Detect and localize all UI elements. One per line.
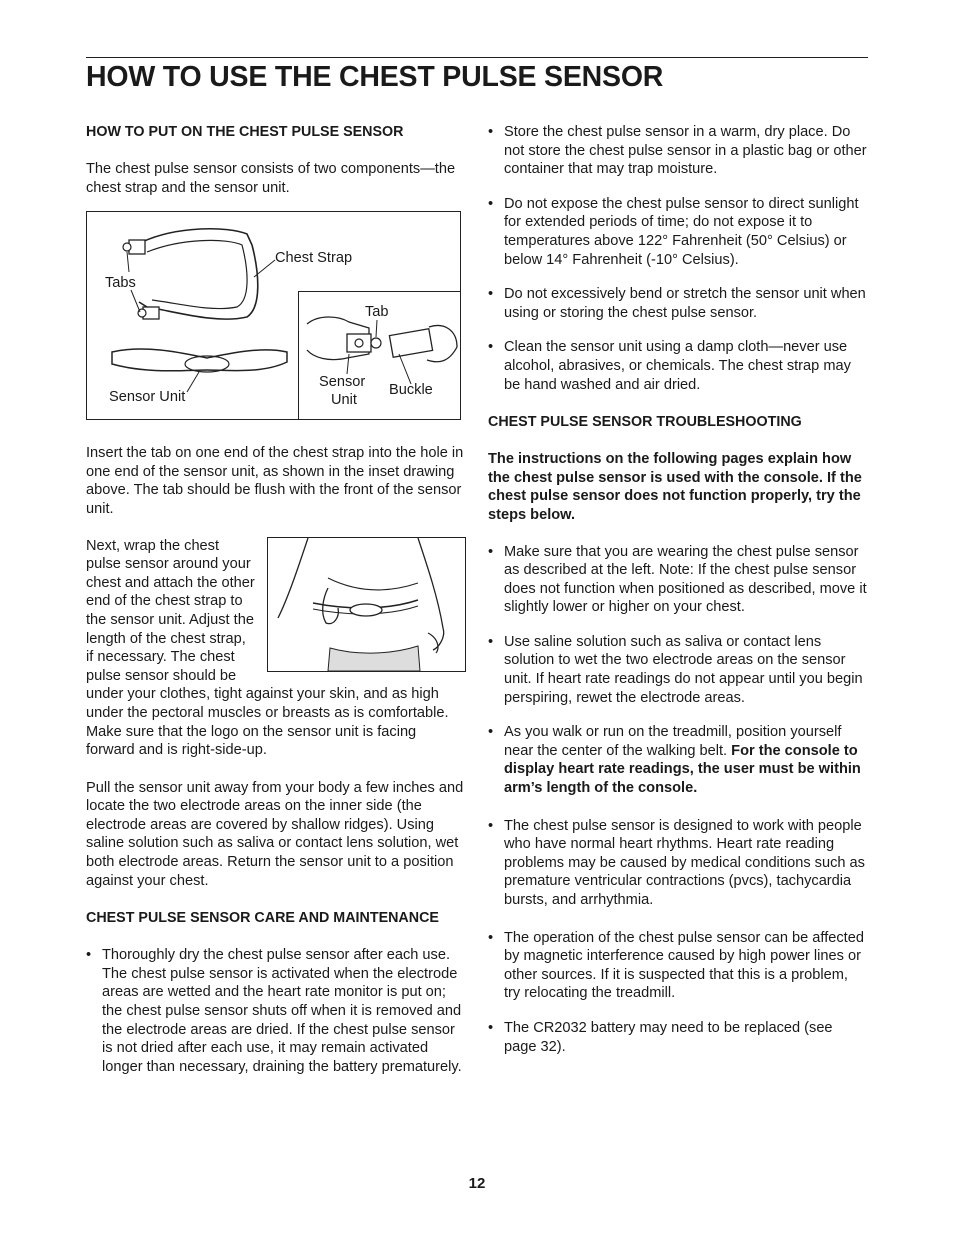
troubleshooting-bullet-position	[488, 723, 868, 797]
section-heading-put-on: HOW TO PUT ON THE CHEST PULSE SENSOR	[86, 124, 404, 140]
troubleshooting-bullet-battery: • The CR2032 battery may need to be replaced (see page 32).	[488, 1019, 868, 1056]
section-heading-care: CHEST PULSE SENSOR CARE AND MAINTENANCE	[86, 910, 439, 927]
label-sensor-unit: Sensor Unit	[109, 389, 186, 406]
wrap-paragraph: Next, wrap the chest pulse sensor around your chest and attach the other end of the chest strap to the sensor unit. Adjust the length of the chest strap, if necessary. The chest pulse sensor should be under your clothes, tight against your skin, and as high under the pectoral muscles or breasts as is comfortable. Make sure that the logo on the sensor unit is facing forward and is right-side-up.	[86, 537, 449, 759]
troubleshooting-bullets	[488, 543, 868, 1057]
pull-sensor-paragraph: Pull the sensor unit away from your body a few inches and locate the two electrode areas on the inner side (the electrode areas are covered by shallow ridges). Using saline solution such as saliva or contact lens solution, wet both electrode areas. Return the sensor unit to a position against your chest.	[86, 779, 464, 889]
label-buckle: Buckle	[389, 382, 433, 399]
page-title: HOW TO USE THE CHEST PULSE SENSOR	[86, 61, 664, 93]
care-bullet-sunlight: • Do not expose the chest pulse sensor to direct sunlight for extended periods of time; do not expose it to temperatures above 122° Fahrenheit (50° Celsius) or below 14° Fahrenheit (-10° Celsius).	[488, 195, 868, 269]
left-column	[86, 123, 466, 1076]
care-bullet-clean: • Clean the sensor unit using a damp cloth—never use alcohol, abrasives, or chemicals. The chest strap may be hand washed and air dried.	[488, 338, 868, 394]
wrap-section	[86, 537, 466, 760]
label-sensor-inset-line2: Unit	[331, 392, 357, 409]
troubleshooting-bullet-saline: • Use saline solution such as saliva or contact lens solution to wet the two electrode areas on the sensor unit. If heart rate readings do not appear until you begin perspiring, rewet the electrode areas.	[488, 633, 868, 707]
page-number: 12	[468, 1175, 486, 1192]
top-rule	[86, 57, 868, 58]
label-tabs: Tabs	[105, 275, 136, 292]
chest-strap-drawing	[87, 212, 298, 419]
label-sensor-inset-line1: Sensor	[319, 374, 366, 391]
right-column	[488, 123, 868, 1056]
care-bullet-bend: • Do not excessively bend or stretch the sensor unit when using or storing the chest pulse sensor.	[488, 285, 868, 322]
troubleshooting-bullet-rhythms: • The chest pulse sensor is designed to work with people who have normal heart rhythms. Heart rate reading problems may be caused by medical conditions such as premature ventricular contractions (pvcs), tachycardia bursts, and arrhythmia.	[488, 817, 868, 910]
insert-tab-paragraph: Insert the tab on one end of the chest strap into the hole in one end of the sensor unit, as shown in the inset drawing above. The tab should be flush with the front of the sensor unit.	[86, 445, 464, 517]
wearing-sensor-figure	[267, 537, 466, 672]
care-bullet-store: • Store the chest pulse sensor in a warm, dry place. Do not store the chest pulse sensor in a plastic bag or other container that may trap moisture.	[488, 123, 868, 179]
troubleshooting-bullet-interference: • The operation of the chest pulse sensor can be affected by magnetic interference caused by high power lines or other sources. If it is suspected that this is a problem, try relocating the treadmill.	[488, 929, 868, 1003]
section-heading-troubleshooting: CHEST PULSE SENSOR TROUBLESHOOTING	[488, 414, 802, 431]
label-tab: Tab	[365, 304, 389, 321]
care-bullets-right	[488, 123, 868, 394]
care-bullets-left	[86, 946, 466, 1076]
buckle-inset	[298, 291, 461, 420]
position-text: As you walk or run on the treadmill, position yourself near the center of the walking belt.	[504, 724, 842, 759]
position-warning: For the console to display heart rate readings, the user must be within arm’s length of the console.	[504, 742, 861, 797]
troubleshooting-intro: The instructions on the following pages explain how the chest pulse sensor is used with the console. If the chest pulse sensor does not function properly, try the steps below.	[488, 451, 862, 523]
torso-drawing	[268, 538, 465, 671]
intro-paragraph: The chest pulse sensor consists of two components—the chest strap and the sensor unit.	[86, 161, 456, 196]
care-bullet-dry: • Thoroughly dry the chest pulse sensor after each use. The chest pulse sensor is activated when the electrode areas are wetted and the heart rate monitor is put on; the chest pulse sensor shuts off when it is removed and the electrode areas are dried. If the chest pulse sensor is not dried after each use, it may remain activated longer than necessary, draining the battery prematurely.	[86, 946, 466, 1076]
label-chest-strap: Chest Strap	[275, 250, 353, 267]
troubleshooting-bullet-wearing: • Make sure that you are wearing the chest pulse sensor as described at the left. Note: If the chest pulse sensor does not function when positioned as described, move it slightly lower or higher on your chest.	[488, 543, 868, 617]
chest-strap-figure	[86, 211, 461, 420]
